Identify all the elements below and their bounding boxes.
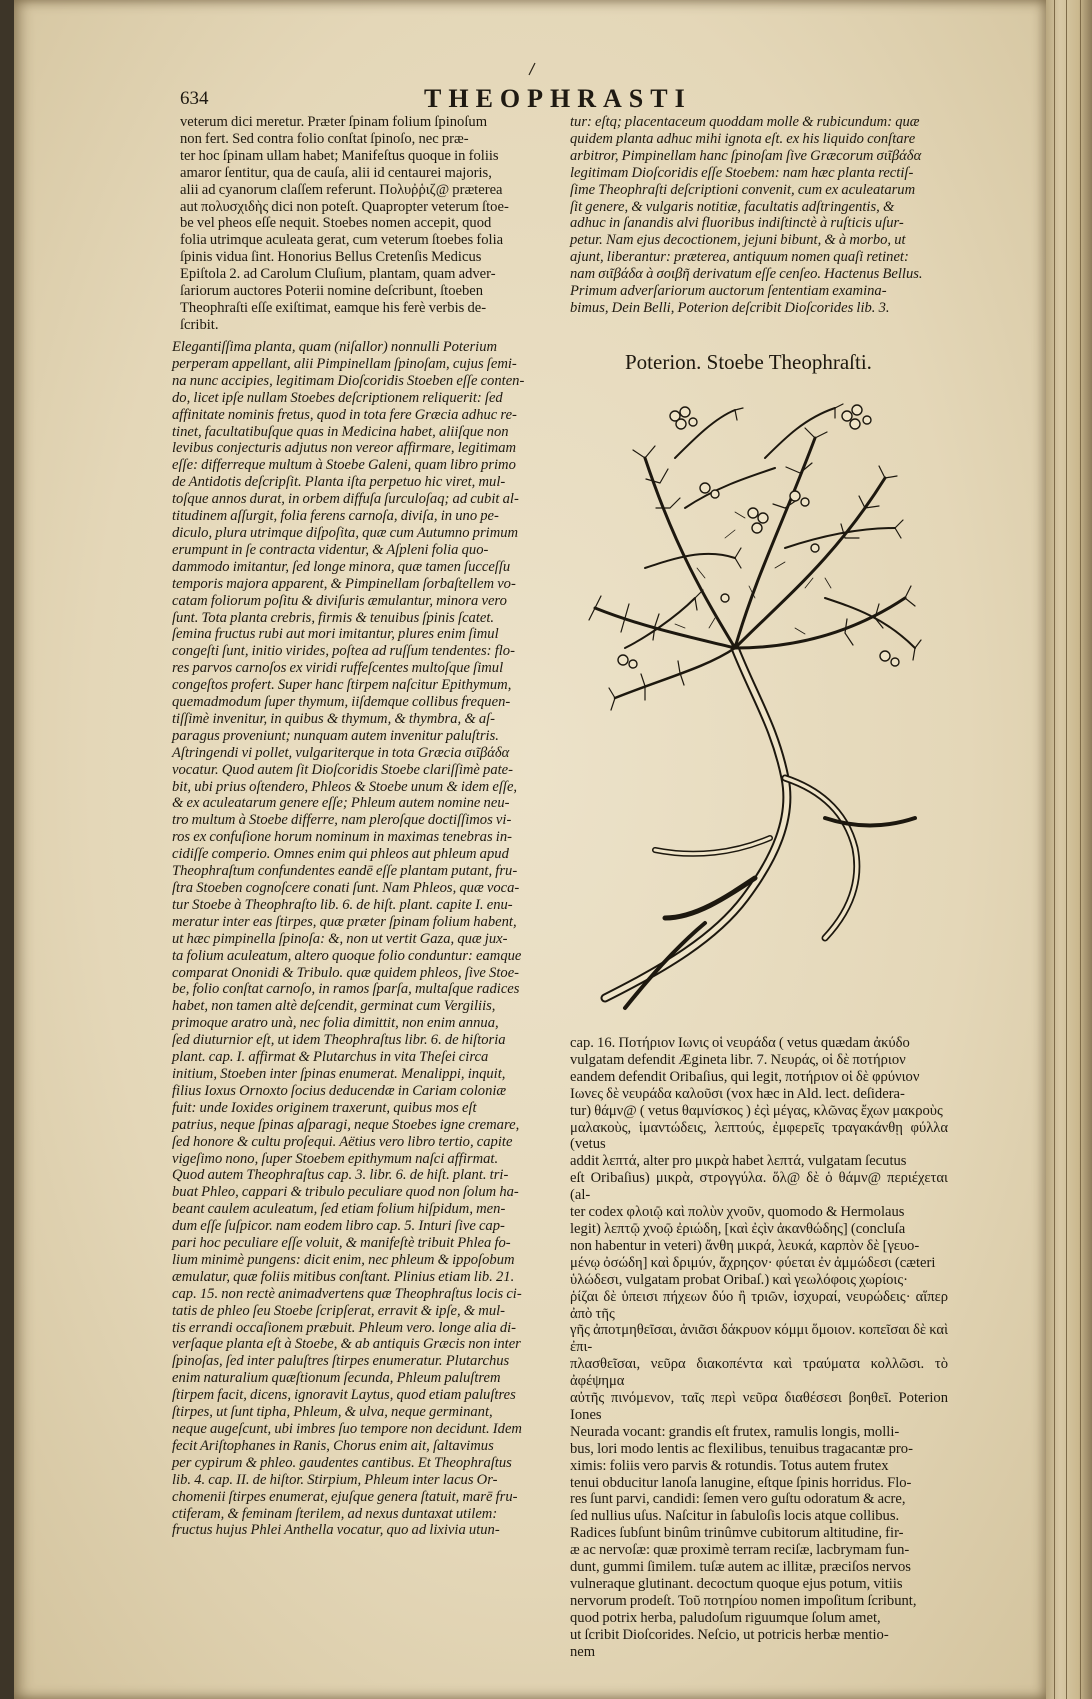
left-column-intro [180,114,554,334]
right-paragraph-1: tur: eſtq; placentaceum quoddam molle & rubicundum: quæ quidem planta adhuc mihi ignota eſt. ex his liquido conſtare arbitror, Pimpinellam hanc ſpinoſam ſive Græcorum σιῖβάδα legitimam Dioſcoridis eſſe Stoebem: nam hæc planta rectiſ- ſime Theophraſti deſcriptioni convenit, cum ex aculeatarum ſit genere, & vulgaris notitiæ, facultatis adſtringentis, & adhuc in ſanandis alvi fluoribus indiſtinctè à ruſticis uſur- petur. Nam ejus decoctionem, jejuni bibunt, & à morbo, ut ajunt, liberantur: præterea, antiquum nomen quaſi retinet: nam σιῖβάδα à σοιβῆ derivatum eſſe cenſeo. Hactenus Bellus. Primum adverſariorum auctorum ſententiam examina- bimus, Dein Belli, Poterion deſcribit Dioſcorides lib. 3. [570,114,923,316]
figure-caption: Poterion. Stoebe Theophraſti. [625,350,872,374]
right-paragraph-2: cap. 16. Ποτήριον Ιωνις οἱ νευράδα ( vetus quædam ἀκύδο vulgatam defendit Ægineta libr. 7. Νευράς, οἱ δὲ ποτήριον eandem defendit Oribaſius, qui legit, ποτήριον οἱ δὲ φρύνιον Ιωνες δὲ νευράδα καλοῦσι (vox hæc in Ald. lect. deſidera- tur) θάμν@ ( vetus θαμνίσκος ) ἐςὶ μέγας, κλῶνας ἔχων μακροὺς μαλακοὺς, ἱμαντώδεις, λεπτούς, ἐμφερεῖς τραγακάνθῃ φύλλα (vetus addit λεπτά, alter pro μικρὰ habet λεπτά, vulgatam ſecutus eſt Oribaſius) μικρὰ, στρογγύλα. ὅλ@ δὲ ὁ θάμν@ περιέχεται (al- ter codex φλοιῷ καὶ πολὺν χνοῦν, quomodo & Hermolaus legit) λεπτῷ χνοῷ ἐριώδη, [καὶ ἐςὶν ἀκανθώδης] (concluſa non habentur in veteri) ἄνθη μικρά, λευκά, καρπὸν δὲ [γευο- μένῳ ὀσώδη] καὶ δριμύν, ἄχρηςον· φύεται ἐν ἀμμώδεσι (cæteri ὑλώδεσι, vulgatam probat Oribaſ.) καὶ γεωλόφοις χωρίοις· ῥίζαι δὲ ὑπεισι πήχεων δύο ἢ τριῶν, ἰσχυραί, νευρώδεις· αἵπερ ἀπὸ τῆς γῆς ἀποτμηθεῖσαι, ἀνιᾶσι δάκρυον κόμμι ὅμοιον. κοπεῖσαι δὲ καὶ ἐπι- πλασθεῖσαι, νεῦρα διακοπέντα καὶ τραύματα κολλῶσι. τὸ ἀφέψημα αὐτῆς πινόμενον, ταῖς περὶ νεῦρα διαθέσεσι βοηθεῖ. Poterion Iones Neurada vocant: grandis eſt frutex, ramulis longis, molli- bus, lori modo lentis ac flexilibus, tenuibus tragacantæ pro- ximis: foliis vero parvis & rotundis. Totus autem frutex tenui obducitur lanoſa lanugine, eſtque ſpinis horridus. Flo- res ſunt parvi, candidi: ſemen vero guſtu odoratum & acre, ſed nullius uſus. Naſcitur in ſabuloſis locis atque collibus. Radices ſubſunt binûm trinûmve cubitorum altitudine, fir- æ ac nervoſæ: quæ proximè terram reciſæ, lacbrymam fun- dunt, gummi ſimilem. tuſæ autem ac illitæ, præciſos nervos vulneraque glutinant. decoctum quoque ejus potum, vitiis nervorum prodeſt. Τοῦ ποτηρίου nomen impoſitum ſcribunt, quod potrix herba, paludoſum riguumque ſolum amet, ut ſcribit Dioſcorides. Neſcio, ut potricis herbæ mentio- nem [570,1035,948,1660]
ink-mark [527,62,537,76]
left-column-quotation [172,339,554,1539]
page-number: 634 [180,88,209,109]
running-title: THEOPHRASTI [424,84,692,113]
running-head [180,86,940,116]
left-paragraph-2: Elegantiſſima planta, quam (niſallor) nonnulli Poterium perperam appellant, alii Pimpinellam ſpinoſam, cujus ſemi- na nunc accipies, legitimam Dioſcoridis Stoeben eſſe conten- do, licet ipſe nullam Stoebes deſcriptionem reliquerit: ſed affinitate nominis fretus, quod in tota fere Græcia adhuc re- tinet, facultatibuſque quas in Medicina habet, aliiſque non levibus conjecturis adjutus non vereor affirmare, legitimam eſſe: differreque multum à Stoebe Galeni, quam libro primo de Antidotis deſcripſit. Planta iſta perpetuo hic viret, mul- toſque annos durat, in orbem diffuſa ſurculoſaq; ad cubit al- titudinem aſſurgit, folia ferens carnoſa, diviſa, in uno pe- diculo, plura utrimque diſpoſita, quæ cum Autumno primum erumpunt in ſe contracta videntur, & Aſpleni folia quo- dammodo imitantur, ſed longe minora, quæ tamen ſucceſſu temporis majora apparent, & Pimpinellam ſorbaſtellem vo- catam foliorum poſitu & diviſuris æmulantur, minora vero ſunt. Tota planta crebris, firmis & tenuibus ſpinis ſcatet. ſemina fructus rubi aut mori imitantur, plures enim ſimul congeſti ſunt, initio virides, poſtea ad ruſſum tendentes: flo- res parvos carnoſos ex viridi ruffeſcentes multoſque ſimul congeſtos profert. Super hanc ſtirpem naſcitur Epithymum, quemadmodum ſuper thymum, iiſdemque collibus frequen- tiſſimè invenitur, in quibus & thymum, & thymbra, & aſ- paragus proveniunt; nunquam autem invenitur paluſtris. Aſtringendi vi pollet, vulgariterque in tota Græcia σιῖβάδα vocatur. Quod autem ſit Dioſcoridis Stoebe clariſſimè pate- bit, ubi prius oſtendero, Phleos & Stoebe unum & idem eſſe, & ex aculeatarum genere eſſe; Phleum autem nomine neu- tro multum à Stoebe differre, nam pleroſque doctiſſimos vi- ros ex confuſione horum nominum in maximas tenebras in- cidiſſe comperio. Omnes enim qui phleos aut phleum apud Theophraſtum confundentes eandē eſſe plantam putant, fru- ſtra Stoeben cognoſcere conati ſunt. Nam Phleos, quæ voca- tur Stoebe à Theophraſto lib. 6. de hiſt. plant. capite I. enu- meratur inter eas ſtirpes, quæ præter ſpinam folium habent, ut hæc pimpinella ſpinoſa: &, non ut vertit Gaza, quæ jux- ta folium aculeatum, altero quoque folio conduntur: eamque comparat Ononidi & Tribulo. quæ quidem phleos, ſive Stoe- be, folio conſtat carnoſo, in ramos ſparſa, multaſque radices habet, non tamen altè deſcendit, germinat cum Vergiliis, primoque aratro unà, nec folia dimittit, non enim annua, ſed diuturnior eſt, ut idem Theophraſtus libr. 6. de hiſtoria plant. cap. I. affirmat & Plutarchus in vita Theſei circa initium, Stoeben inter ſpinas enumerat. Menalippi, inquit, filius Ioxus Ornoxto ſocius deducendæ in Cariam coloniæ fuit: unde Ioxides originem traxerunt, quibus mos eſt patrius, neque ſpinas aſparagi, neque Stoebes igne cremare, ſed honore & cultu proſequi. Aëtius vero libro tertio, capite vigeſimo nono, ſuper Stoebem epithymum naſci affirmat. Quod autem Theophraſtus cap. 3. libr. 6. de hiſt. plant. tri- buat Phleo, cappari & tribulo peculiare quod non ſolum ha- beant caulem aculeatum, ſed etiam folium hiſpidum, men- dum eſſe ſuſpicor. nam eodem libro cap. 5. Inturi ſive cap- pari hoc peculiare eſſe voluit, & manifeſtè tribuit Phlea fo- lium minimè pungens: dicit enim, nec phleum & ippoſobum æmulatur, quæ foliis mitibus conſtant. Plinius etiam lib. 21. cap. 15. non rectè animadvertens quæ Theophraſtus locis ci- tatis de phleo ſeu Stoebe ſcripſerat, erravit & ipſe, & mul- tis errandi occaſionem præbuit. Phleum vero. longe alia di- verſaque planta eſt à Stoebe, & ab antiquis Græcis non inter ſpinoſas, ſed inter paluſtres ſtirpes enumeratur. Plutarchus enim naturalium quæſtionum ſecunda, Phleum paluſtrem ſtirpem facit, dicens, ignoravit Laytus, quod etiam paluſtres ſtirpes, ut ſunt tipha, Phleum, & ulva, neque germinant, neque augeſcunt, ubi imbres ſuo tempore non decidunt. Idem fecit Ariſtophanes in Ranis, Chorus enim ait, ſaltavimus per cypirum & phleo. gaudentes cantibus. Et Theophraſtus lib. 4. cap. II. de hiſtor. Stirpium, Phleum inter lacus Or- chomenii ſtirpes enumerat, ejuſque genera ſtatuit, marē fru- ctiferam, & feminam ſterilem, ad nexus duntaxat utilem: fructus hujus Phlei Anthella vocatur, quo ad lixivia utun- [172,339,525,1539]
plant-woodcut-illustration [585,398,941,1016]
right-column-bottom [570,1035,948,1661]
book-page [14,0,1046,1699]
left-paragraph-1: veterum dici meretur. Præter ſpinam folium ſpinoſum non fert. Sed contra folio conſtat ſpinoſo, nec præ- ter hoc ſpinam ullam habet; Manifeſtus quoque in foliis amaror ſentitur, qua de cauſa, alii id centaurei majoris, alii ad cyanorum claſſem referunt. Πολυῤῥιζ@ præterea aut πολυσχιδὴς dici non poteſt. Quapropter veterum ſtoe- be vel pheos eſſe nequit. Stoebes nomen accepit, quod folia utrimque aculeata gerat, cum veterum ſtoebes folia ſpinis vidua ſint. Honorius Bellus Cretenſis Medicus Epiſtola 2. ad Carolum Cluſium, plantam, quam adver- ſariorum auctores Poterii nomine deſcribunt, ſtoeben Theophraſti eſſe exiſtimat, eamque his ferè verbis de- ſcribit. [180,114,509,333]
right-column-top [570,114,948,317]
adjacent-page-edge [1046,0,1092,1699]
